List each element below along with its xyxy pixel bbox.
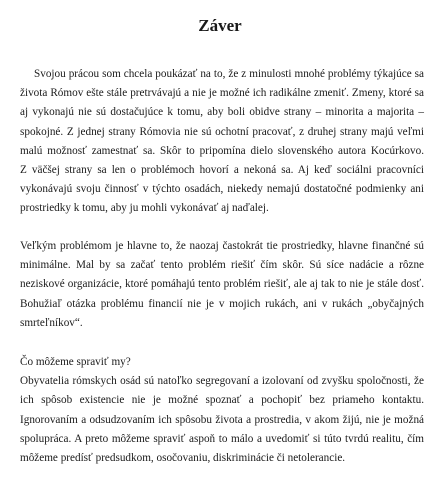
text-line: Čo môžeme spraviť my?	[20, 356, 131, 368]
page-title: Záver	[198, 16, 242, 35]
text-line: neziskové organizácie, ktoré pomáhajú tento problém riešiť, ale aj tak to nie je stále dosť.	[20, 278, 424, 291]
text-line: Bohužiaľ otázka problému financií nie je v mojich rukách, ani v rukách „obyčajných	[20, 297, 424, 310]
text-line: vykonávajú svoju činnosť v týchto osadách, niekedy nemajú dostatočné podmienky ani	[20, 183, 424, 196]
text-line: Z väčšej strany sa len o problémoch hovorí a nekoná sa. Aj keď sociálni pracovníci	[20, 164, 424, 177]
text-line: minimálne. Mal by sa začať tento problém riešiť čím skôr. Sú síce nadácie a rôzne	[20, 259, 424, 272]
text-line: Obyvatelia rómskych osád sú natoľko segregovaní a izolovaní od zvyšku spoločnosti, že	[20, 375, 424, 388]
text-line: prostriedky k tomu, aby ju mohli vykonávať aj naďalej.	[20, 202, 269, 215]
text-line: Svojou prácou som chcela poukázať na to, že z minulosti mnohé problémy týkajúce sa	[34, 68, 424, 80]
text-line: malú možnosť zamestnať sa. Skôr to pripomína dielo slovenského autora Kocúrkovo.	[20, 144, 424, 157]
text-line: môžeme predísť predsudkom, osočovaniu, diskriminácie či netolerancie.	[20, 452, 346, 465]
text-line: spolupráca. A preto môžeme spraviť aspoň to málo a uvedomiť si túto tvrdú realitu, čím	[20, 432, 424, 445]
paragraph-intro	[20, 65, 424, 219]
text-line: života Rómov ešte stále pretrvávajú a nie je možné ich radikálne zmeniť. Zmeny, ktoré sa	[20, 87, 424, 100]
paragraph-what-can-we-do	[20, 353, 424, 468]
text-line: ich spôsob existencie nie je možné spoznať a pochopiť bez priameho kontaktu.	[20, 394, 424, 407]
text-line: spokojné. Z jednej strany Rómovia nie sú ochotní pracovať, z druhej strany majú veľmi	[20, 125, 424, 138]
text-line: smrteľníkov“.	[20, 316, 83, 329]
text-line: aj vykonajú nie sú dostačujúce k tomu, aby boli obidve strany – minorita a majorita –	[20, 106, 424, 119]
text-line: Ignorovaním a odsudzovaním ich spôsobu života a prostredia, v akom žijú, nie je možná	[20, 413, 424, 426]
paragraph-financing	[20, 237, 424, 333]
text-line: Veľkým problémom je hlavne to, že naozaj častokrát tie prostriedky, hlavne finančné sú	[20, 240, 424, 252]
